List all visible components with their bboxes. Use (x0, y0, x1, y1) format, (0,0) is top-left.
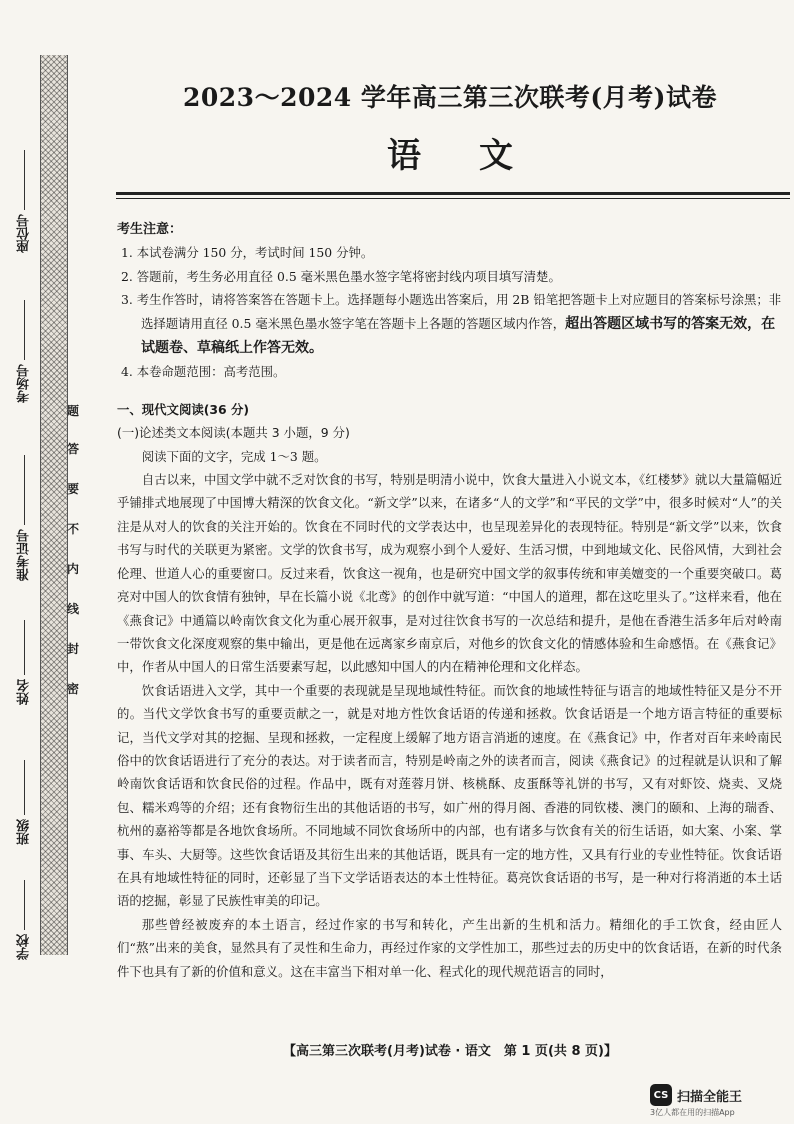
seal-char: 题 (66, 404, 79, 418)
seat-number-field[interactable] (14, 150, 34, 257)
notice-item: 1. 本试卷满分 150 分，考试时间 150 分钟。 (121, 245, 374, 261)
seal-char: 密 (66, 682, 79, 696)
binding-strip (40, 55, 68, 955)
name-field[interactable] (14, 620, 34, 709)
exam-title: 2023～2024 学年高三第三次联考(月考)试卷 (182, 83, 718, 112)
header-rule-thick (116, 192, 790, 195)
page-footer: 【高三第三次联考(月考)试卷 · 语文 第 1 页(共 8 页)】 (283, 1044, 617, 1059)
seal-char: 线 (66, 602, 79, 616)
logo-badge-icon: CS (650, 1084, 672, 1106)
logo-tagline: 3亿人都在用的扫描App (650, 1108, 735, 1117)
notice-item: 2. 答题前，考生务必用直径 0.5 毫米黑色墨水签字笔将密封线内项目填写清楚。 (121, 268, 561, 284)
notice-item-text: 3. 考生作答时，请将答案答在答题卡上。选择题每小题选出答案后，用 2B 铅笔把答题卡上对应题目的答案标号涂黑；非选择题请用直径 0.5 毫米黑色墨水签字笔在答题卡上各题的答题区域内作答， (121, 292, 782, 331)
notice-item (121, 288, 782, 360)
admission-number-label: 准考证号 (16, 529, 32, 581)
paragraph: 那些曾经被废弃的本土语言，经过作家的书写和转化，产生出新的生机和活力。精细化的手工饮食，经由匠人们“熬”出来的美食，显然具有了灵性和生命力，再经过作家的文学性加工，那些过去的历史中的饮食话语，在新的时代条件下也具有了新的价值和意义。这在丰富当下相对单一化、程式化的现代规范语言的同时， (117, 916, 782, 979)
paragraph: 自古以来，中国文学中就不乏对饮食的书写，特别是明清小说中，饮食大量进入小说文本，《红楼梦》就以大量篇幅近乎铺排式地展现了中国博大精深的饮食文化。“新文学”以来，在诸多“人的文学”和“平民的文学”中，很多时候对“人”的关注是从对人的饮食的关注开始的。饮食在不同时代的文学表达中，也呈现差异化的表现特征。特别是“新文学”以来，饮食书写与时代的关联更为紧密。文学的饮食书写，成为观察小到个人爱好、生活习惯，中到地域文化、民俗风情，大到社会伦理、世道人心的重要窗口。反过来看，饮食这一视角，也是研究中国文学的叙事传统和审美嬗变的一个重要突破口。葛亮对中国人的饮食情有独钟，早在长篇小说《北鸢》的创作中就写道：“中国人的道理，都在这吃里头了。”这样来看，他在《燕食记》中通篇以岭南饮食文化为重心展开叙事，是对过往饮食书写的一次总结和提升，是他在香港生活多年后对岭南一带饮食文化深度观察的集中输出，更是他在远离家乡南京后，对他乡的饮食文化的情感体验和生命感悟。在《燕食记》中，作者从中国人的日常生活要素写起，以此感知中国人的内在精神伦理和文化样态。 (117, 472, 782, 675)
notice-item: 4. 本卷命题范围：高考范围。 (121, 364, 286, 380)
seal-char: 要 (66, 482, 79, 496)
section-title: 一、现代文阅读(36 分) (117, 401, 250, 417)
admission-number-field[interactable] (14, 455, 34, 585)
seal-char: 答 (66, 442, 79, 456)
section-subtitle: (一)论述类文本阅读(本题共 3 小题，9 分) (117, 425, 350, 441)
paragraph: 饮食话语进入文学，其中一个重要的表现就是呈现地域性特征。而饮食的地域性特征与语言的地域性特征又是分不开的。当代文学饮食书写的重要贡献之一，就是对地方性饮食话语的传递和拯救。饮食话语是一个地方语言特征的重要标记，当代文学对其的挖掘、呈现和拯救，一定程度上缓解了地方语言消逝的速度。在《燕食记》中，作者对百年来岭南民俗中的饮食话语进行了充分的表达。对于读者而言，特别是岭南之外的读者而言，阅读《燕食记》的过程就是认识和了解岭南饮食话语和饮食民俗的过程。作品中，既有对莲蓉月饼、核桃酥、皮蛋酥等礼饼的书写，又有对虾饺、烧卖、叉烧包、糯米鸡等的介绍；还有食物衍生出的其他话语的书写，如广州的得月阁、香港的同钦楼、澳门的颐和、上海的瑞香、杭州的嘉裕等都是各地饮食场所。不同地域不同饮食场所中的内部，也有诸多与饮食有关的衍生话语，如大案、小案、掌事、车头、大厨等。这些饮食话语及其衍生出来的其他话语，既具有一定的地方性，又具有行业的专业性特征。饮食话语在具有地域性特征的同时，还彰显了当下文学话语表达的本土性特征。葛亮饮食话语的书写，是一种对行将消逝的本土话语的挖掘，彰显了民族性审美的印记。 (117, 682, 782, 909)
instruction: 阅读下面的文字，完成 1～3 题。 (141, 448, 327, 464)
name-label: 姓名 (16, 679, 32, 705)
logo-name: 扫描全能王 (677, 1090, 743, 1105)
scanner-logo (650, 1082, 780, 1118)
notice-title: 考生注意： (117, 222, 183, 237)
seat-number-label: 座位号 (16, 214, 32, 253)
class-field[interactable] (14, 760, 34, 849)
notice-item-emphasis: 超出答题区域书写的答案无效，在试题卷、草稿纸上作答无效。 (141, 315, 776, 357)
class-label: 班级 (16, 819, 32, 845)
seal-char: 内 (66, 562, 79, 576)
page-content (117, 218, 782, 983)
header-rule-thin (116, 198, 790, 199)
subject-title: 语文 (387, 136, 571, 176)
seal-char: 不 (66, 522, 79, 536)
exam-room-label: 考场号 (16, 364, 32, 403)
school-field[interactable] (14, 880, 34, 964)
exam-room-field[interactable] (14, 300, 34, 407)
school-label: 学校 (16, 934, 32, 960)
seal-char: 封 (66, 642, 79, 656)
